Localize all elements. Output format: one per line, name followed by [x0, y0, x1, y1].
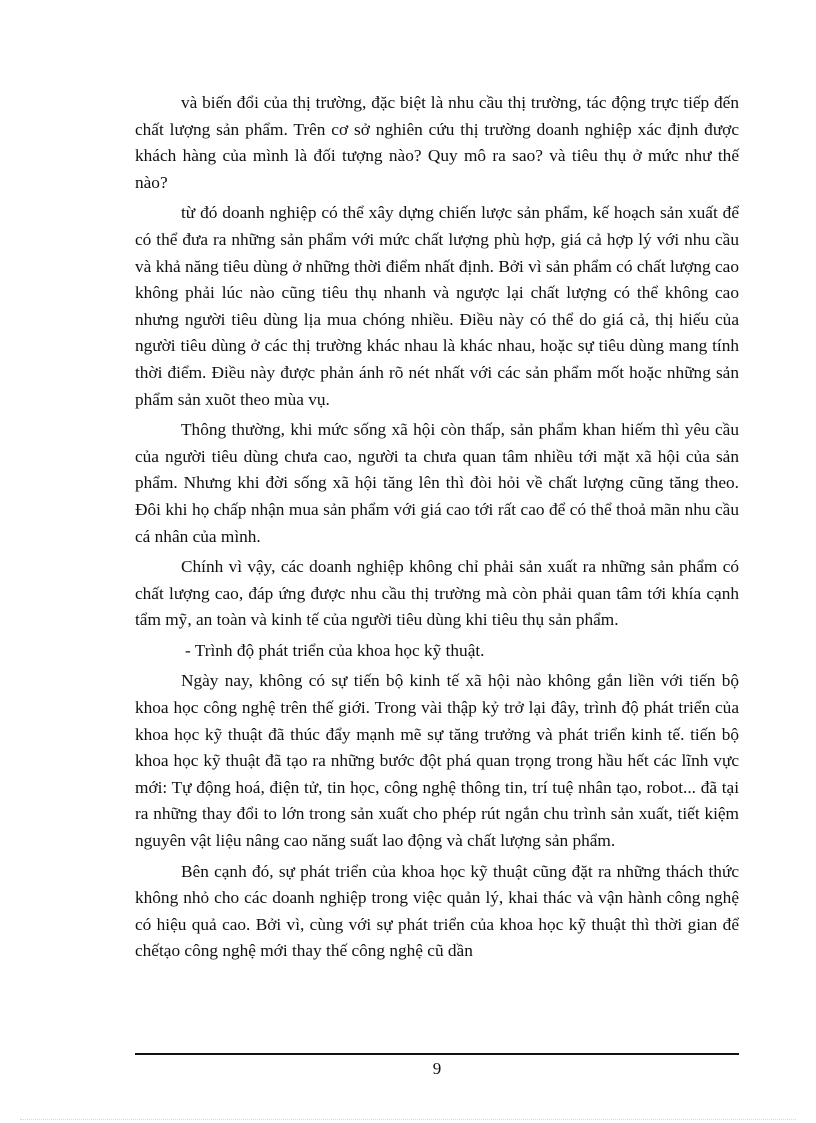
paragraph-market-analysis: và biến đổi của thị trường, đặc biệt là nhu cầu thị trường, tác động trực tiếp đến chất lượng sản phẩm. Trên cơ sở nghiên cứu thị trường doanh nghiệp xác định được khách hàng của mình là đối tượng nào? Quy mô ra sao? và tiêu thụ ở mức như thế nào? [135, 93, 739, 192]
paragraph-business-requirements: Chính vì vậy, các doanh nghiệp không chỉ phải sản xuất ra những sản phẩm có chất lượng cao, đáp ứng được nhu cầu thị trường mà còn phải quan tâm tới khía cạnh tẩm mỹ, an toàn và kinh tế của người tiêu dùng khi tiêu thụ sản phẩm. [135, 557, 739, 630]
page-number: 9 [432, 1059, 442, 1078]
paragraph-technology-challenges: Bên cạnh đó, sự phát triển của khoa học kỹ thuật cũng đặt ra những thách thức không nhỏ cho các doanh nghiệp trong việc quản lý, khai thác và vận hành công nghệ có hiệu quả cao. Bởi vì, cùng với sự phát triển của khoa học kỹ thuật thì thời gian để chếtạo công nghệ mới thay thế công nghệ cũ dần [135, 861, 739, 961]
footer-divider [135, 1053, 739, 1055]
section-heading-technology: - Trình độ phát triển của khoa học kỹ thuật. [185, 640, 485, 660]
paragraph-product-strategy: từ đó doanh nghiệp có thể xây dựng chiến lược sản phẩm, kế hoạch sản xuất để có thể đưa ra những sản phẩm với mức chất lượng phù hợp, giá cả hợp lý với nhu cầu và khả năng tiêu dùng ở những thời điểm nhất định. Bởi vì sản phẩm có chất lượng cao không phải lúc nào cũng tiêu thụ nhanh và ngược lại chất lượng có thể không cao nhưng người tiêu dùng lịa mua chóng nhiều. Điều này có thể do giá cả, thị hiếu của người tiêu dùng ở các thị trường khác nhau là khác nhau, hoặc sự tiêu dùng mang tính thời điểm. Điều này được phản ánh rõ nét nhất với các sản phẩm mốt hoặc những sản phẩm sản xuõt theo mùa vụ. [135, 203, 739, 409]
paragraph-living-standards: Thông thường, khi mức sống xã hội còn thấp, sản phẩm khan hiếm thì yêu cầu của người tiêu dùng chưa cao, người ta chưa quan tâm nhiều tới mặt xã hội của sản phẩm. Nhưng khi đời sống xã hội tăng lên thì đòi hỏi về chất lượng cũng tăng theo. Đôi khi họ chấp nhận mua sản phẩm với giá cao tới rất cao để có thể thoả mãn nhu cầu cá nhân của mình. [135, 420, 739, 546]
body-text [135, 90, 739, 969]
paragraph-technology-progress: Ngày nay, không có sự tiến bộ kinh tế xã hội nào không gắn liền với tiến bộ khoa học công nghệ trên thế giới. Trong vài thập kỷ trở lại đây, trình độ phát triển của khoa học kỹ thuật đã thúc đẩy mạnh mẽ sự tăng trưởng và phát triển kinh tế. tiến bộ khoa học kỹ thuật đã tạo ra những bước đột phá quan trọng trong hầu hết các lĩnh vực mới: Tự động hoá, điện tử, tin học, công nghệ thông tin, trí tuệ nhân tạo, robot... đã tại ra những thay đổi to lớn trong sản xuất cho phép rút ngắn chu trình sản xuất, tiết kiệm nguyên vật liệu nâng cao năng suất lao động và chất lượng sản phẩm. [135, 671, 739, 851]
bottom-dotted-border [20, 1119, 796, 1120]
